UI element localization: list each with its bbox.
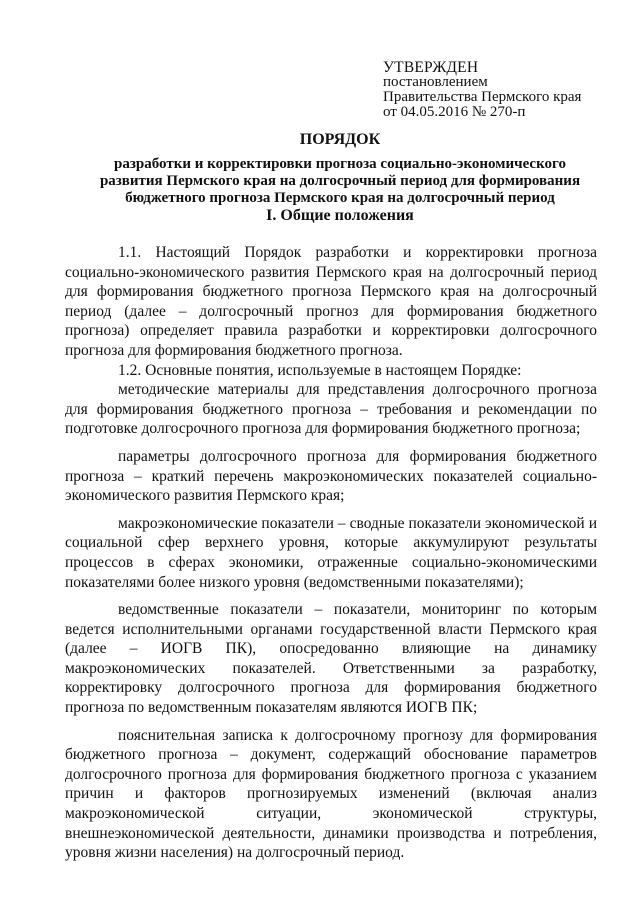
paragraph: пояснительная записка к долгосрочному прогнозу для формирования бюджетного прогноза – документ, содержащий обоснование параметров долгосрочного прогноза для формирования бюджетного прогноза с указанием причин и факторов прогнозируемых изменений (включая анализ макроэкономической ситуации, экономической структуры, внешнеэкономической деятельности, динамики производства и потребления, уровня жизни населения) на долгосрочный период.: [65, 726, 597, 862]
paragraph: ведомственные показатели – показатели, мониторинг по которым ведется исполнительными органами государственной власти Пермского края (далее – ИОГВ ПК), опосредованно влияющие на динамику макроэкономических показателей. Ответственными за разработку, корректировку долгосрочного прогноза для формирования бюджетного прогноза по ведомственным показателям являются ИОГВ ПК;: [65, 601, 597, 717]
paragraph: 1.2. Основные понятия, используемые в настоящем Порядке:: [118, 361, 522, 379]
paragraph: методические материалы для представления долгосрочного прогноза для формирования бюджетного прогноза – требования и рекомендации по подготовке долгосрочного прогноза для формирования бюджетного прогноза;: [65, 381, 597, 438]
document-subtitle: разработки и корректировки прогноза социально-экономического развития Пермского края на долгосрочный период для формирования бюджетного прогноза Пермского края на долгосрочный период: [99, 156, 581, 206]
paragraph: макроэкономические показатели – сводные показатели экономической и социальной сфер верхнего уровня, которые аккумулируют результаты процессов в сферах экономики, отраженные социально-экономическими показателями более низкого уровня (ведомственными показателями);: [65, 514, 597, 591]
paragraph: параметры долгосрочного прогноза для формирования бюджетного прогноза – краткий перечень макроэкономических показателей социально-экономического развития Пермского края;: [65, 447, 597, 505]
document-body: [65, 243, 597, 863]
approval-heading: УТВЕРЖДЕН: [383, 59, 479, 76]
approval-line-1: постановлением: [383, 74, 488, 90]
approval-line-3: от 04.05.2016 № 270-п: [383, 104, 526, 120]
section-heading: I. Общие положения: [266, 207, 414, 224]
document-title: ПОРЯДОК: [299, 131, 381, 148]
approval-line-2: Правительства Пермского края: [383, 89, 582, 105]
paragraph: 1.1. Настоящий Порядок разработки и корректировки прогноза социально-экономического развития Пермского края на долгосрочный период для формирования бюджетного прогноза Пермского края на долгосрочный период (далее – долгосрочный прогноз для формирования бюджетного прогноза) определяет правила разработки и корректировки долгосрочного прогноза для формирования бюджетного прогноза.: [65, 244, 597, 359]
title-block: [90, 131, 590, 207]
approval-stamp: [383, 60, 623, 120]
